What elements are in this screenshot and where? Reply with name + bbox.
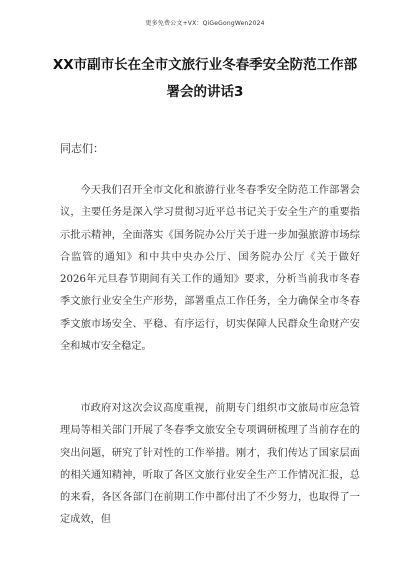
title-line-2: 署会的讲话3 <box>166 84 244 100</box>
document-title <box>40 52 370 106</box>
header-note: 更多免费公文+VX：QiGeGongWen2024 <box>145 20 265 27</box>
greeting: 同志们： <box>60 142 104 155</box>
paragraph-2: 市政府对这次会议高度重视，前期专门组织市文旅局市应急管理局等相关部门开展了冬春季文旅安全专项调研梳理了当前存在的突出问题，研究了针对性的工作举措。刚才，我们传达了国家层面的相关通知精神，听取了各区文旅行业安全生产工作情况汇报，总的来看，各区各部门在前期工作中都付出了不少努力，也取得了一定成效，但 <box>60 403 360 526</box>
paragraph-1: 今天我们召开全市文化和旅游行业冬春季安全防范工作部署会议，主要任务是深入学习贯彻习近平总书记关于安全生产的重要指示批示精神，全面落实《国务院办公厅关于进一步加强旅游市场综合监管的通知》和中共中央办公厅、国务院办公厅《关于做好2026年元旦春节期间有关工作的通知》要求，分析当前我市冬春季文旅行业安全生产形势，部署重点工作任务，全力确保全市冬春季文旅市场安全、平稳、有序运行，切实保障人民群众生命财产安全和城市安全稳定。 <box>60 185 360 353</box>
title-line-1: XX市副市长在全市文旅行业冬春季安全防范工作部 <box>52 57 358 73</box>
